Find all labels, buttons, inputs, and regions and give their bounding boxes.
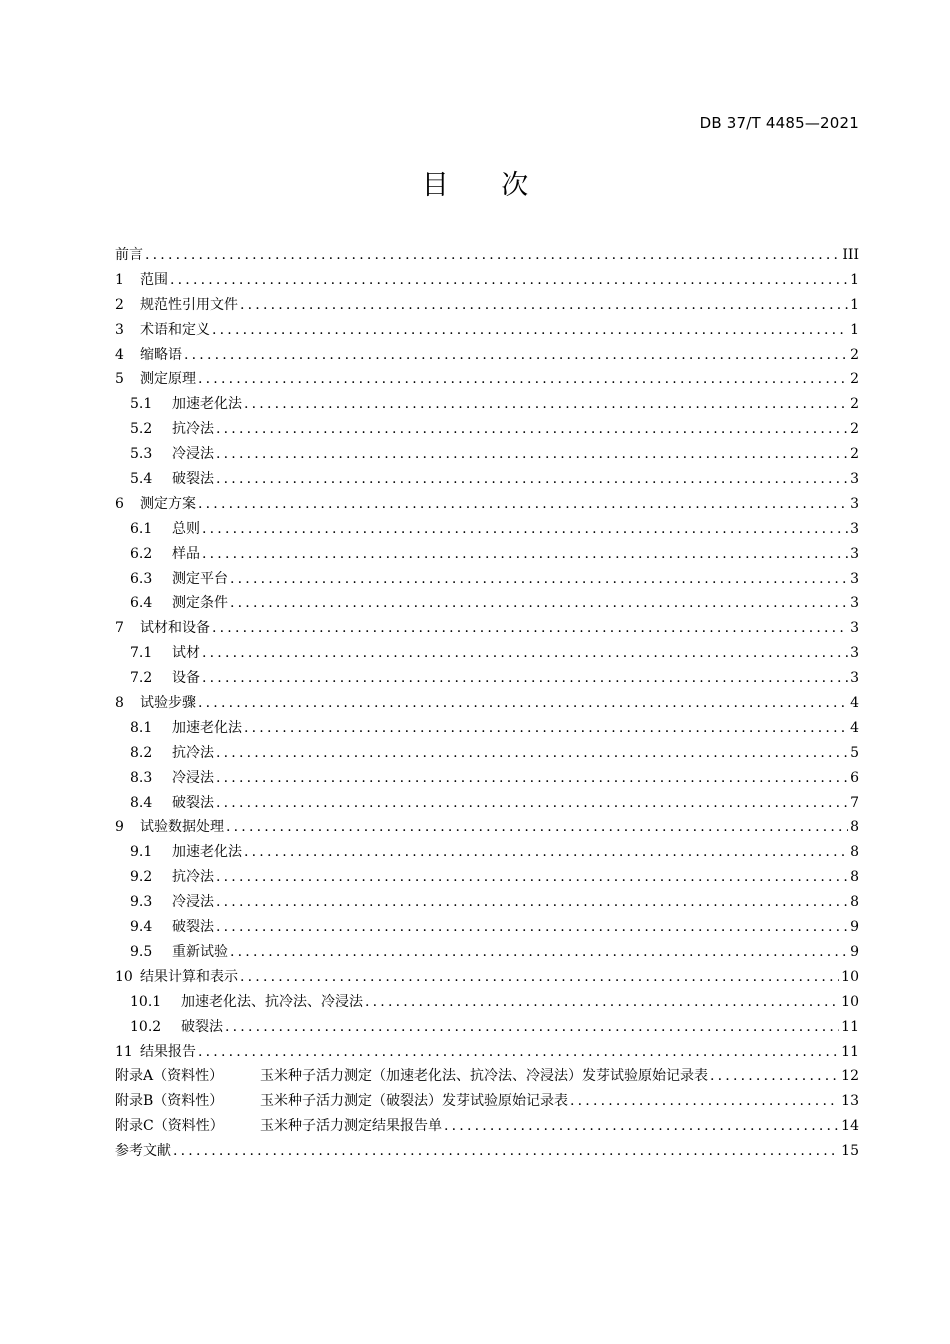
toc-entry-number: 10 — [115, 968, 133, 985]
toc-entry-label — [130, 517, 200, 542]
toc-entry-title: 缩略语 — [140, 346, 182, 363]
toc-entry-title: 总则 — [172, 520, 200, 537]
toc-entry-label — [130, 741, 214, 766]
dot-leader — [202, 542, 848, 567]
dot-leader — [710, 1064, 839, 1089]
toc-entry-number: 5 — [115, 371, 124, 388]
toc-entry-page: 8 — [850, 869, 859, 886]
toc-entry[interactable] — [115, 243, 859, 268]
toc-entry-label — [130, 1015, 223, 1040]
toc-entry-label — [130, 567, 228, 592]
dot-leader — [216, 741, 848, 766]
toc-entry-title: 规范性引用文件 — [140, 296, 238, 313]
toc-entry-title: 冷浸法 — [172, 769, 214, 786]
toc-entry-number: 3 — [115, 321, 124, 338]
toc-entry-number: 6.3 — [130, 570, 153, 587]
dot-leader — [216, 467, 848, 492]
toc-entry[interactable] — [115, 641, 859, 666]
toc-entry[interactable] — [115, 467, 859, 492]
toc-entry-label — [115, 1040, 196, 1065]
toc-entry-label — [130, 716, 242, 741]
toc-entry-number: 7 — [115, 620, 124, 637]
dot-leader — [202, 517, 848, 542]
toc-entry-label — [130, 990, 363, 1015]
toc-entry[interactable] — [115, 965, 859, 990]
dot-leader — [216, 791, 848, 816]
toc-entry-title: 术语和定义 — [140, 321, 210, 338]
toc-entry-page: III — [842, 247, 859, 263]
toc-entry[interactable] — [115, 840, 859, 865]
toc-entry-label — [115, 492, 196, 517]
toc-entry[interactable] — [115, 417, 859, 442]
dot-leader — [240, 965, 839, 990]
toc-entry-page: 10 — [841, 993, 859, 1010]
toc-entry-title: 测定平台 — [172, 570, 228, 587]
toc-entry-title: 破裂法 — [172, 919, 214, 936]
toc-entry-label — [115, 318, 210, 343]
toc-entry-page: 2 — [850, 421, 859, 438]
toc-entry-title: 结果计算和表示 — [140, 968, 238, 985]
toc-entry-page: 8 — [850, 844, 859, 861]
toc-entry-title: 试验步骤 — [140, 695, 196, 712]
toc-entry-label — [115, 1089, 568, 1114]
toc-entry-page: 3 — [850, 620, 859, 637]
toc-entry-number: 5.3 — [130, 446, 153, 463]
page-title: 目 次 — [421, 170, 551, 201]
toc-entry-page: 11 — [841, 1018, 859, 1035]
toc-entry[interactable] — [115, 716, 859, 741]
toc-entry-number: 9.3 — [130, 894, 153, 911]
toc-entry-label — [115, 367, 196, 392]
toc-entry[interactable] — [115, 343, 859, 368]
toc-entry-title: 样品 — [172, 545, 200, 562]
toc-entry-page: 3 — [850, 645, 859, 662]
toc-entry[interactable] — [115, 1040, 859, 1065]
toc-entry-number: 1 — [115, 271, 124, 288]
toc-entry-title: 加速老化法 — [172, 844, 242, 861]
toc-entry-number: 10.1 — [130, 993, 162, 1010]
toc-entry-label — [130, 766, 214, 791]
dot-leader — [444, 1114, 839, 1139]
toc-entry[interactable] — [115, 567, 859, 592]
toc-entry-page: 15 — [841, 1143, 859, 1160]
dot-leader — [244, 716, 848, 741]
toc-entry-page: 3 — [850, 520, 859, 537]
toc-entry-title: 破裂法 — [172, 794, 214, 811]
toc-entry-number: 6.2 — [130, 545, 153, 562]
toc-entry-number: 7.2 — [130, 670, 153, 687]
toc-entry-title: 加速老化法 — [172, 396, 242, 413]
toc-entry-number: 5.1 — [130, 396, 153, 413]
dot-leader — [198, 1040, 839, 1065]
dot-leader — [240, 293, 848, 318]
toc-entry[interactable] — [115, 990, 859, 1015]
toc-entry-title: 前言 — [115, 247, 143, 263]
toc-entry-page: 13 — [841, 1093, 859, 1110]
dot-leader — [212, 616, 848, 641]
toc-entry-number: 5.2 — [130, 421, 153, 438]
toc-entry[interactable] — [115, 915, 859, 940]
toc-entry-label — [115, 268, 168, 293]
toc-entry-page: 6 — [850, 769, 859, 786]
toc-entry-number: 6.1 — [130, 520, 153, 537]
toc-entry-number: 附录A（资料性） — [115, 1068, 224, 1085]
dot-leader — [170, 268, 848, 293]
dot-leader — [212, 318, 848, 343]
toc-entry-number: 8 — [115, 695, 124, 712]
toc-entry-number: 11 — [115, 1043, 133, 1060]
toc-entry-label — [130, 392, 242, 417]
toc-entry-label — [130, 417, 214, 442]
dot-leader — [202, 666, 848, 691]
toc-entry-label — [130, 467, 214, 492]
toc-entry-page: 2 — [850, 396, 859, 413]
toc-entry-page: 1 — [850, 271, 859, 288]
toc-entry-label — [115, 293, 238, 318]
toc-entry-title: 试验数据处理 — [140, 819, 224, 836]
toc-entry[interactable] — [115, 1139, 859, 1164]
toc-entry-number: 附录C（资料性） — [115, 1118, 224, 1135]
toc-entry-label — [130, 915, 214, 940]
toc-entry-title: 测定方案 — [140, 495, 196, 512]
toc-entry-page: 1 — [850, 296, 859, 313]
toc-entry-number: 9 — [115, 819, 124, 836]
dot-leader — [365, 990, 839, 1015]
toc-entry-title: 测定原理 — [140, 371, 196, 388]
toc-entry-number: 10.2 — [130, 1018, 162, 1035]
toc-entry-title: 破裂法 — [172, 471, 214, 488]
toc-entry-title: 测定条件 — [172, 595, 228, 612]
toc-entry[interactable] — [115, 542, 859, 567]
toc-entry-label — [115, 1114, 442, 1139]
toc-entry[interactable] — [115, 815, 859, 840]
toc-entry-page: 3 — [850, 595, 859, 612]
toc-entry-label — [115, 343, 182, 368]
toc-entry-page: 12 — [841, 1068, 859, 1085]
toc-entry-title: 参考文献 — [115, 1143, 171, 1160]
toc-entry-number: 8.4 — [130, 794, 153, 811]
dot-leader — [198, 691, 848, 716]
toc-entry-title: 破裂法 — [181, 1018, 223, 1035]
toc-entry-label — [115, 616, 210, 641]
toc-entry[interactable] — [115, 392, 859, 417]
dot-leader — [198, 367, 848, 392]
toc-entry-label — [130, 890, 214, 915]
toc-entry[interactable] — [115, 691, 859, 716]
dot-leader — [173, 1139, 839, 1164]
toc-entry[interactable] — [115, 517, 859, 542]
dot-leader — [216, 442, 848, 467]
toc-entry-label — [130, 865, 214, 890]
toc-entry-page: 8 — [850, 894, 859, 911]
toc-entry-number: 6 — [115, 495, 124, 512]
toc-entry-label — [115, 243, 143, 268]
dot-leader — [225, 1015, 839, 1040]
toc-entry-number: 8.2 — [130, 744, 153, 761]
toc-entry-number: 9.5 — [130, 943, 153, 960]
toc-entry[interactable] — [115, 616, 859, 641]
toc-entry-page: 2 — [850, 371, 859, 388]
toc-entry-page: 3 — [850, 471, 859, 488]
toc-entry[interactable] — [115, 268, 859, 293]
dot-leader — [570, 1089, 839, 1114]
toc-entry-title: 试材和设备 — [140, 620, 210, 637]
toc-entry-title: 抗冷法 — [172, 421, 214, 438]
toc-entry-page: 4 — [850, 719, 859, 736]
toc-entry[interactable] — [115, 1015, 859, 1040]
toc-entry-number: 8.1 — [130, 719, 153, 736]
toc-entry-label — [115, 815, 224, 840]
toc-entry-number: 5.4 — [130, 471, 153, 488]
toc-entry-number: 附录B（资料性） — [115, 1093, 224, 1110]
toc-entry-label — [115, 691, 196, 716]
dot-leader — [230, 940, 848, 965]
document-code: DB 37/T 4485—2021 — [699, 114, 859, 132]
toc-entry-title: 设备 — [172, 670, 200, 687]
toc-entry-label — [130, 791, 214, 816]
toc-entry[interactable] — [115, 666, 859, 691]
toc-entry-title: 玉米种子活力测定（加速老化法、抗冷法、冷浸法）发芽试验原始记录表 — [260, 1068, 708, 1085]
dot-leader — [216, 766, 848, 791]
toc-entry[interactable] — [115, 492, 859, 517]
toc-entry[interactable] — [115, 1089, 859, 1114]
toc-entry-title: 抗冷法 — [172, 869, 214, 886]
toc-entry[interactable] — [115, 791, 859, 816]
dot-leader — [198, 492, 848, 517]
toc-entry-page: 3 — [850, 495, 859, 512]
toc-entry-page: 3 — [850, 545, 859, 562]
dot-leader — [184, 343, 848, 368]
dot-leader — [145, 243, 840, 268]
toc-entry-page: 2 — [850, 446, 859, 463]
toc-entry-label — [115, 1064, 708, 1089]
toc-entry[interactable] — [115, 865, 859, 890]
toc-entry[interactable] — [115, 741, 859, 766]
toc-entry-title: 重新试验 — [172, 943, 228, 960]
toc-entry-title: 冷浸法 — [172, 894, 214, 911]
toc-entry-label — [130, 442, 214, 467]
toc-entry-label — [130, 641, 200, 666]
toc-entry-label — [130, 666, 200, 691]
toc-entry-title: 结果报告 — [140, 1043, 196, 1060]
toc-entry-page: 10 — [841, 968, 859, 985]
dot-leader — [230, 591, 848, 616]
toc-entry-page: 14 — [841, 1118, 859, 1135]
table-of-contents — [115, 243, 859, 1164]
toc-entry-label — [130, 840, 242, 865]
toc-entry-title: 抗冷法 — [172, 744, 214, 761]
toc-entry-label — [130, 542, 200, 567]
toc-entry-number: 7.1 — [130, 645, 153, 662]
toc-entry-page: 9 — [850, 919, 859, 936]
toc-entry-page: 5 — [850, 744, 859, 761]
toc-entry-page: 3 — [850, 570, 859, 587]
toc-entry-title: 加速老化法、抗冷法、冷浸法 — [181, 993, 363, 1010]
toc-entry-label — [130, 940, 228, 965]
toc-entry[interactable] — [115, 367, 859, 392]
toc-entry[interactable] — [115, 890, 859, 915]
toc-entry-number: 6.4 — [130, 595, 153, 612]
dot-leader — [216, 865, 848, 890]
toc-entry-label — [130, 591, 228, 616]
dot-leader — [226, 815, 848, 840]
dot-leader — [244, 840, 848, 865]
dot-leader — [202, 641, 848, 666]
toc-entry-title: 试材 — [172, 645, 200, 662]
toc-entry-title: 玉米种子活力测定结果报告单 — [260, 1118, 442, 1135]
toc-entry-page: 7 — [850, 794, 859, 811]
toc-entry-number: 8.3 — [130, 769, 153, 786]
toc-entry-page: 3 — [850, 670, 859, 687]
dot-leader — [244, 392, 848, 417]
toc-entry-number: 4 — [115, 346, 124, 363]
toc-entry-page: 11 — [841, 1043, 859, 1060]
toc-entry[interactable] — [115, 318, 859, 343]
toc-entry-page: 9 — [850, 943, 859, 960]
toc-entry-page: 8 — [850, 819, 859, 836]
toc-entry[interactable] — [115, 442, 859, 467]
toc-entry-number: 9.1 — [130, 844, 153, 861]
dot-leader — [216, 417, 848, 442]
toc-entry-title: 加速老化法 — [172, 719, 242, 736]
dot-leader — [216, 890, 848, 915]
toc-entry-title: 范围 — [140, 271, 168, 288]
toc-entry-title: 冷浸法 — [172, 446, 214, 463]
toc-entry-label — [115, 1139, 171, 1164]
dot-leader — [230, 567, 848, 592]
toc-entry[interactable] — [115, 293, 859, 318]
toc-entry[interactable] — [115, 591, 859, 616]
toc-entry-number: 9.2 — [130, 869, 153, 886]
toc-entry-number: 2 — [115, 296, 124, 313]
toc-entry-page: 2 — [850, 346, 859, 363]
toc-entry-page: 4 — [850, 695, 859, 712]
toc-entry[interactable] — [115, 766, 859, 791]
toc-entry-number: 9.4 — [130, 919, 153, 936]
toc-entry-label — [115, 965, 238, 990]
dot-leader — [216, 915, 848, 940]
toc-entry-page: 1 — [850, 321, 859, 338]
toc-entry[interactable] — [115, 1064, 859, 1089]
toc-entry-title: 玉米种子活力测定（破裂法）发芽试验原始记录表 — [260, 1093, 568, 1110]
toc-entry[interactable] — [115, 1114, 859, 1139]
toc-entry[interactable] — [115, 940, 859, 965]
